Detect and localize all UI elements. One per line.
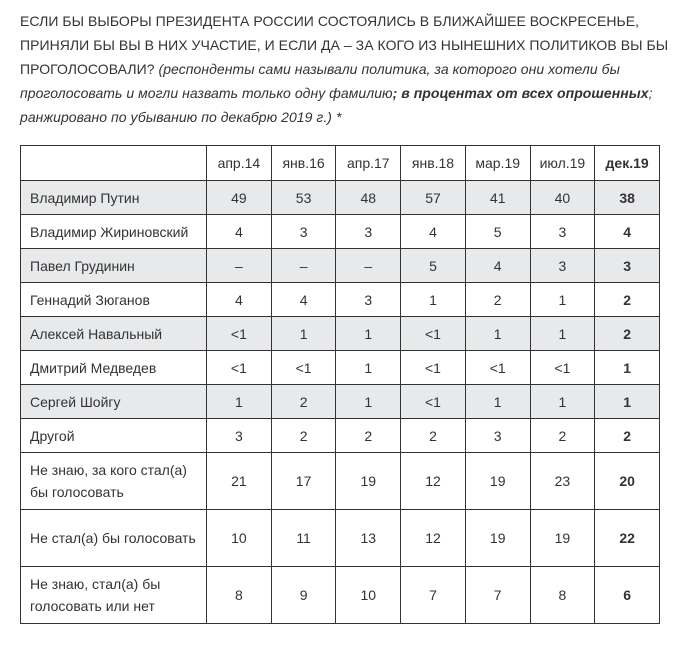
column-header: апр.17 xyxy=(336,146,401,181)
row-label: Сергей Шойгу xyxy=(21,385,207,419)
row-label: Владимир Путин xyxy=(21,181,207,215)
question-note: (респонденты сами называли политика, за которого они хотели бы проголосовать и могли назвать только одну фамилию xyxy=(20,61,620,101)
value-cell: 3 xyxy=(530,249,595,283)
value-cell: 7 xyxy=(401,567,466,624)
table-row xyxy=(21,215,660,249)
value-cell: 13 xyxy=(336,510,401,567)
value-cell: 1 xyxy=(530,385,595,419)
table-row xyxy=(21,510,660,567)
value-cell: <1 xyxy=(401,351,466,385)
value-cell-latest: 22 xyxy=(595,510,660,567)
table-row xyxy=(21,385,660,419)
value-cell: 57 xyxy=(401,181,466,215)
value-cell-latest: 2 xyxy=(595,317,660,351)
value-cell: 4 xyxy=(465,249,530,283)
column-header: янв.18 xyxy=(401,146,466,181)
value-cell: – xyxy=(336,249,401,283)
value-cell-latest: 4 xyxy=(595,215,660,249)
table-row xyxy=(21,317,660,351)
value-cell: 19 xyxy=(530,510,595,567)
value-cell: <1 xyxy=(207,351,272,385)
row-label: Не знаю, стал(а) бы голосовать или нет xyxy=(21,567,207,624)
column-header-latest: дек.19 xyxy=(595,146,660,181)
value-cell: 1 xyxy=(465,317,530,351)
value-cell: 1 xyxy=(271,317,336,351)
table-row xyxy=(21,351,660,385)
value-cell: 1 xyxy=(336,317,401,351)
value-cell: 8 xyxy=(207,567,272,624)
value-cell: 4 xyxy=(207,283,272,317)
value-cell-latest: 1 xyxy=(595,351,660,385)
table-header-row xyxy=(21,146,660,181)
column-header: июл.19 xyxy=(530,146,595,181)
value-cell: 53 xyxy=(271,181,336,215)
value-cell-latest: 1 xyxy=(595,385,660,419)
question-units: ; в процентах от всех опрошенных xyxy=(392,85,649,101)
value-cell-latest: 20 xyxy=(595,453,660,510)
value-cell: – xyxy=(271,249,336,283)
column-header: мар.19 xyxy=(465,146,530,181)
value-cell: 23 xyxy=(530,453,595,510)
value-cell: 5 xyxy=(465,215,530,249)
value-cell: 2 xyxy=(271,419,336,453)
value-cell: 4 xyxy=(401,215,466,249)
row-label: Владимир Жириновский xyxy=(21,215,207,249)
value-cell: 1 xyxy=(530,283,595,317)
value-cell: 3 xyxy=(207,419,272,453)
question-text xyxy=(20,9,670,129)
value-cell-latest: 3 xyxy=(595,249,660,283)
value-cell: 1 xyxy=(336,385,401,419)
value-cell: <1 xyxy=(271,351,336,385)
value-cell: 9 xyxy=(271,567,336,624)
value-cell: <1 xyxy=(465,351,530,385)
value-cell: 21 xyxy=(207,453,272,510)
value-cell: 41 xyxy=(465,181,530,215)
value-cell: 12 xyxy=(401,510,466,567)
value-cell: 11 xyxy=(271,510,336,567)
question-ranking-note: ; ранжировано по убыванию по декабрю 2019 г.) * xyxy=(20,85,653,125)
value-cell: <1 xyxy=(207,317,272,351)
value-cell: 4 xyxy=(271,283,336,317)
value-cell: 1 xyxy=(207,385,272,419)
value-cell: 1 xyxy=(465,385,530,419)
header-empty-cell xyxy=(21,146,207,181)
value-cell: 12 xyxy=(401,453,466,510)
poll-table xyxy=(20,145,660,624)
row-label: Не знаю, за кого стал(а) бы голосовать xyxy=(21,453,207,510)
value-cell: 40 xyxy=(530,181,595,215)
question-main: ЕСЛИ БЫ ВЫБОРЫ ПРЕЗИДЕНТА РОССИИ СОСТОЯЛИСЬ В БЛИЖАЙШЕЕ ВОСКРЕСЕНЬЕ, ПРИНЯЛИ БЫ ВЫ В НИХ УЧАСТИЕ, И ЕСЛИ ДА – ЗА КОГО ИЗ НЫНЕШНИХ ПОЛИТИКОВ ВЫ БЫ ПРОГОЛОСОВАЛИ? xyxy=(20,13,669,77)
row-label: Не стал(а) бы голосовать xyxy=(21,510,207,567)
value-cell: 19 xyxy=(465,453,530,510)
row-label: Дмитрий Медведев xyxy=(21,351,207,385)
value-cell: 48 xyxy=(336,181,401,215)
value-cell: 1 xyxy=(530,317,595,351)
table-row xyxy=(21,181,660,215)
column-header: янв.16 xyxy=(271,146,336,181)
value-cell: 3 xyxy=(530,215,595,249)
value-cell: 2 xyxy=(401,419,466,453)
value-cell: 19 xyxy=(336,453,401,510)
value-cell: 3 xyxy=(271,215,336,249)
value-cell: 3 xyxy=(336,283,401,317)
value-cell: 2 xyxy=(271,385,336,419)
table-row xyxy=(21,283,660,317)
row-label: Геннадий Зюганов xyxy=(21,283,207,317)
table-row xyxy=(21,249,660,283)
row-label: Павел Грудинин xyxy=(21,249,207,283)
value-cell-latest: 2 xyxy=(595,283,660,317)
value-cell: 49 xyxy=(207,181,272,215)
value-cell: 2 xyxy=(530,419,595,453)
value-cell: 7 xyxy=(465,567,530,624)
value-cell: – xyxy=(207,249,272,283)
table-row xyxy=(21,453,660,510)
value-cell: 3 xyxy=(465,419,530,453)
value-cell: 10 xyxy=(207,510,272,567)
value-cell: 2 xyxy=(336,419,401,453)
value-cell: <1 xyxy=(401,385,466,419)
value-cell: 3 xyxy=(336,215,401,249)
value-cell: <1 xyxy=(530,351,595,385)
value-cell: 17 xyxy=(271,453,336,510)
value-cell: 5 xyxy=(401,249,466,283)
row-label: Другой xyxy=(21,419,207,453)
value-cell: 10 xyxy=(336,567,401,624)
table-row xyxy=(21,419,660,453)
value-cell: <1 xyxy=(401,317,466,351)
column-header: апр.14 xyxy=(207,146,272,181)
table-body xyxy=(21,181,660,624)
value-cell-latest: 38 xyxy=(595,181,660,215)
value-cell: 19 xyxy=(465,510,530,567)
value-cell: 2 xyxy=(465,283,530,317)
table-row xyxy=(21,567,660,624)
value-cell: 1 xyxy=(336,351,401,385)
value-cell-latest: 6 xyxy=(595,567,660,624)
value-cell: 4 xyxy=(207,215,272,249)
value-cell: 8 xyxy=(530,567,595,624)
value-cell-latest: 2 xyxy=(595,419,660,453)
value-cell: 1 xyxy=(401,283,466,317)
row-label: Алексей Навальный xyxy=(21,317,207,351)
